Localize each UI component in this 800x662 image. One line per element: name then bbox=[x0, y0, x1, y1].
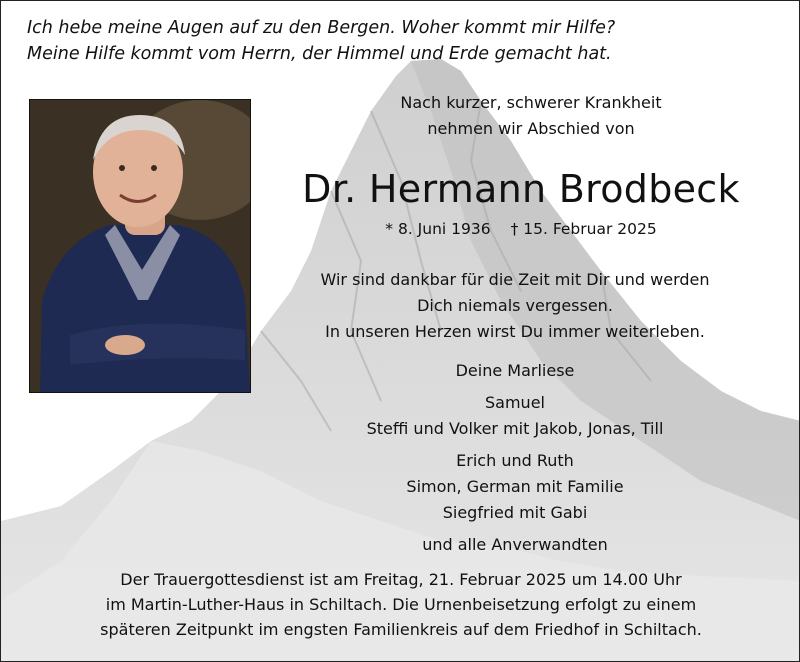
mourner: Simon, German mit Familie bbox=[406, 477, 624, 496]
mourner: Steffi und Volker mit Jakob, Jonas, Till bbox=[366, 419, 664, 438]
thanks-text bbox=[265, 267, 765, 345]
deceased-name: Dr. Hermann Brodbeck bbox=[302, 167, 740, 211]
life-dates bbox=[331, 217, 711, 241]
mourners-list bbox=[315, 358, 715, 558]
service-line-1: Der Trauergottesdienst ist am Freitag, 21. Februar 2025 um 14.00 Uhr bbox=[120, 570, 682, 589]
intro-line-1: Nach kurzer, schwerer Krankheit bbox=[400, 93, 662, 112]
thanks-line-2: Dich niemals vergessen. bbox=[417, 296, 613, 315]
portrait-photo bbox=[29, 99, 251, 393]
verse-line-2: Meine Hilfe kommt vom Herrn, der Himmel und Erde gemacht hat. bbox=[27, 44, 612, 64]
mourner: Erich und Ruth bbox=[456, 451, 574, 470]
mourner: Samuel bbox=[485, 393, 545, 412]
mourner: und alle Anverwandten bbox=[422, 535, 608, 554]
intro-text bbox=[331, 90, 731, 142]
thanks-line-1: Wir sind dankbar für die Zeit mit Dir und werden bbox=[320, 270, 710, 289]
mourner: Siegfried mit Gabi bbox=[442, 503, 588, 522]
birth-date: * 8. Juni 1936 bbox=[385, 220, 491, 238]
death-date: † 15. Februar 2025 bbox=[510, 220, 657, 238]
verse-line-1: Ich hebe meine Augen auf zu den Bergen. Woher kommt mir Hilfe? bbox=[27, 18, 616, 38]
portrait-drawing bbox=[30, 100, 250, 392]
service-line-3: späteren Zeitpunkt im engsten Familienkreis auf dem Friedhof in Schiltach. bbox=[100, 620, 702, 639]
mourner: Deine Marliese bbox=[455, 361, 575, 380]
intro-line-2: nehmen wir Abschied von bbox=[427, 119, 635, 138]
service-info bbox=[1, 567, 800, 642]
sweater-shape bbox=[40, 225, 250, 392]
service-line-2: im Martin-Luther-Haus in Schiltach. Die Urnenbeisetzung erfolgt zu einem bbox=[105, 595, 697, 614]
hand bbox=[105, 335, 145, 355]
bible-verse bbox=[27, 15, 615, 67]
thanks-line-3: In unseren Herzen wirst Du immer weiterleben. bbox=[325, 322, 705, 341]
